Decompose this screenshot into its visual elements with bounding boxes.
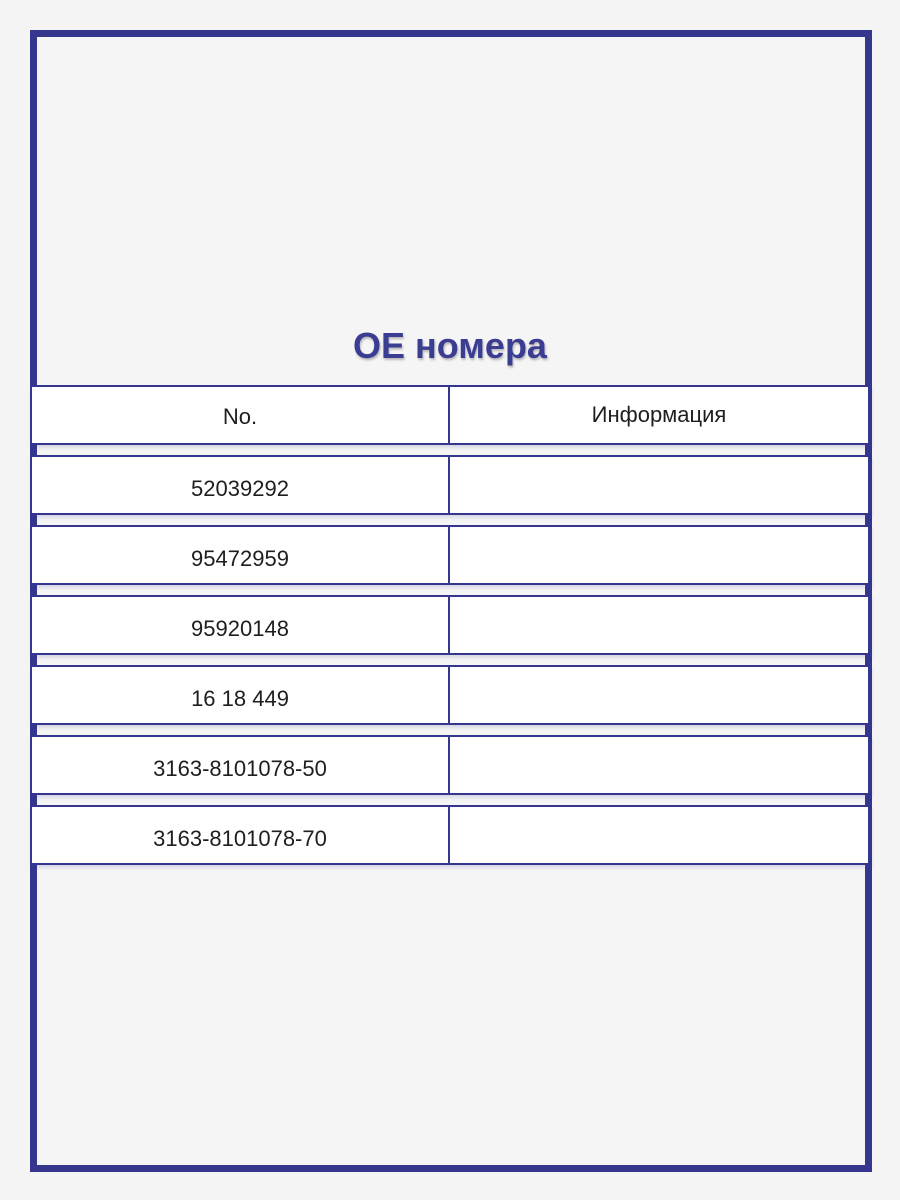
table-header-row xyxy=(30,385,870,445)
table-row xyxy=(30,525,870,585)
table-row xyxy=(30,665,870,725)
table-row xyxy=(30,735,870,795)
page-title: OE номера xyxy=(353,325,547,366)
row-number: 95920148 xyxy=(32,597,450,653)
row-number: 3163-8101078-50 xyxy=(32,737,450,793)
header-info: Информация xyxy=(591,402,727,427)
table-row xyxy=(30,595,870,655)
row-number: 95472959 xyxy=(32,527,450,583)
row-info xyxy=(450,737,868,793)
row-number: 3163-8101078-70 xyxy=(32,807,450,863)
row-info xyxy=(450,667,868,723)
table-row xyxy=(30,455,870,515)
oe-numbers-table xyxy=(30,385,872,865)
row-info xyxy=(450,527,868,583)
header-no: No. xyxy=(32,387,450,443)
row-info xyxy=(450,457,868,513)
row-number: 52039292 xyxy=(32,457,450,513)
row-number: 16 18 449 xyxy=(32,667,450,723)
row-info xyxy=(450,597,868,653)
row-info xyxy=(450,807,868,863)
table-row xyxy=(30,805,870,865)
